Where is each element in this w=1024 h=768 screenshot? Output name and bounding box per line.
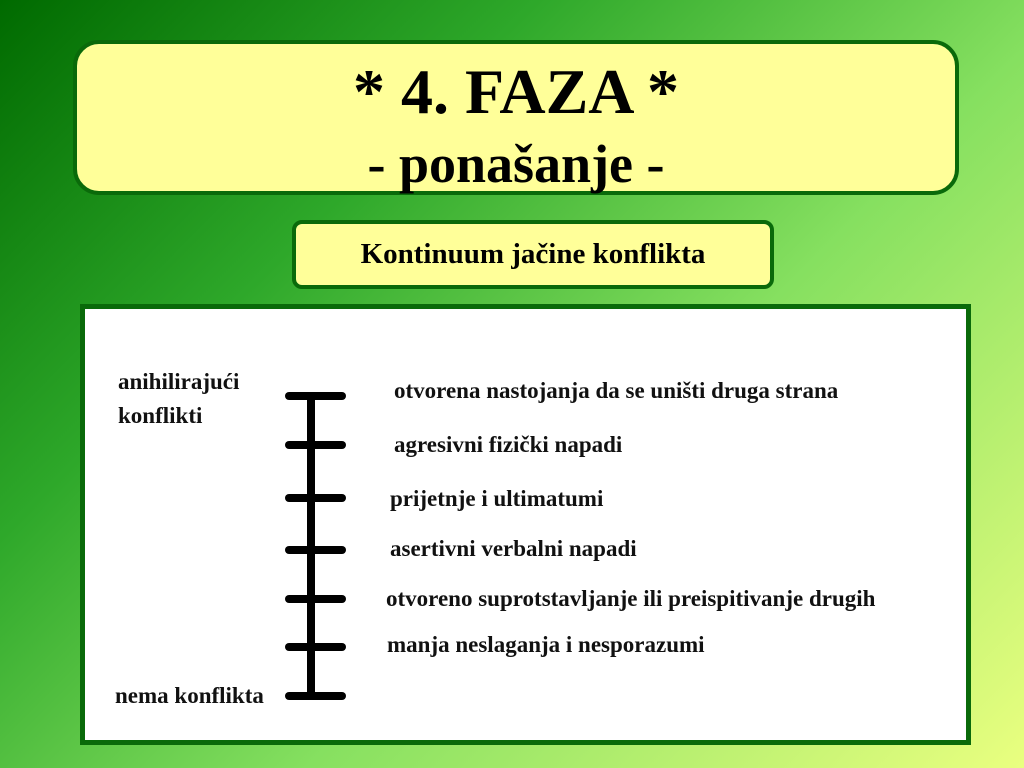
conflict-continuum-diagram (80, 304, 971, 745)
level-label: manja neslaganja i nesporazumi (387, 632, 705, 657)
level-label: prijetnje i ultimatumi (390, 486, 604, 511)
top-label-line1: anihilirajući (118, 369, 240, 394)
section-heading: Kontinuum jačine konflikta (292, 220, 774, 289)
level-label: asertivni verbalni napadi (390, 536, 637, 561)
level-label: agresivni fizički napadi (394, 432, 623, 457)
title-box (73, 40, 959, 195)
level-label: otvoreno suprotstavljanje ili preispitivanje drugih (386, 586, 876, 611)
page-title: * 4. FAZA * (353, 56, 679, 127)
top-label-line2: konflikti (118, 403, 203, 428)
bottom-label: nema konflikta (115, 683, 264, 708)
page-subtitle: - ponašanje - (367, 134, 665, 194)
level-label: otvorena nastojanja da se uništi druga strana (394, 378, 839, 403)
